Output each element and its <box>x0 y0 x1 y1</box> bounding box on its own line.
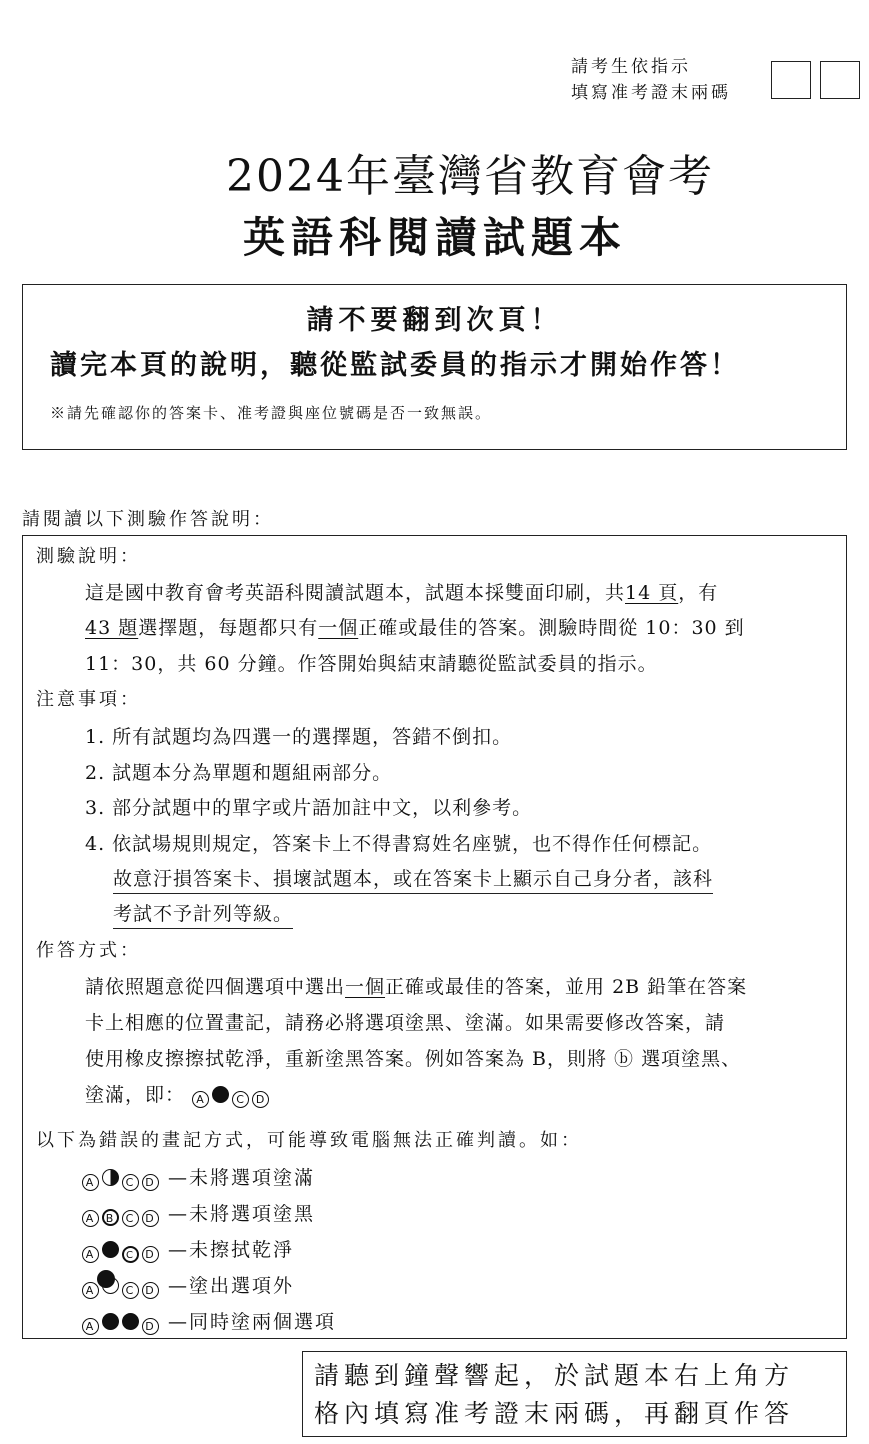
note-underlined-text: 故意汙損答案卡、損壞試題本，或在答案卡上顯示自己身分者，該科 <box>113 864 713 894</box>
test-desc-text: 這是國中教育會考英語科閱讀試題本，試題本採雙面印刷，共 <box>85 582 626 604</box>
test-desc-text: ，有 <box>678 582 719 604</box>
test-desc-text: 選擇題，每題都只有 <box>138 617 319 639</box>
note-item: 2. 試題本分為單題和題組兩部分。 <box>85 762 393 784</box>
bubble-a-icon: A <box>192 1091 209 1108</box>
answer-method-text: 塗滿，即： <box>85 1084 186 1106</box>
exam-number-digit-box-2[interactable] <box>820 61 860 99</box>
note-item: 1. 所有試題均為四選一的選擇題，答錯不倒扣。 <box>85 726 513 748</box>
test-description-heading: 測驗說明： <box>36 546 141 567</box>
answer-method-line-1 <box>85 972 747 999</box>
instructions-intro: 請閱讀以下測驗作答說明： <box>22 509 274 530</box>
answer-method-line-2: 卡上相應的位置畫記，請務必將選項塗黑、塗滿。如果需要修改答案，請 <box>85 1012 726 1034</box>
wrong-example-row <box>82 1199 315 1227</box>
wrong-example-row <box>82 1271 294 1299</box>
bubble-a-icon: A <box>82 1210 99 1227</box>
bubble-a-icon: A <box>82 1246 99 1263</box>
bottom-instruction <box>314 1357 794 1433</box>
test-description-line-1 <box>85 578 718 605</box>
answer-method-line-3: 使用橡皮擦擦拭乾淨，重新塗黑答案。例如答案為 B，則將 ⓑ 選項塗黑、 <box>85 1048 742 1070</box>
question-count: 43 題 <box>85 617 139 639</box>
bubble-c-icon: C <box>122 1282 139 1299</box>
answer-method-text: 正確或最佳的答案，並用 2B 鉛筆在答案 <box>385 976 748 998</box>
bubble-d-icon: D <box>142 1210 159 1227</box>
note-item-4-continued <box>113 899 293 929</box>
note-item: 4. 依試場規則規定，答案卡上不得書寫姓名座號，也不得作任何標記。 <box>85 833 713 855</box>
answer-method-text: 請依照題意從四個選項中選出 <box>85 976 346 998</box>
warning-note: ※請先確認你的答案卡、准考證與座位號碼是否一致無誤。 <box>50 404 493 422</box>
exam-subtitle: 英語科閱讀試題本 <box>242 213 627 262</box>
wrong-marking-heading: 以下為錯誤的畫記方式，可能導致電腦無法正確判讀。如： <box>36 1130 582 1151</box>
note-item: 3. 部分試題中的單字或片語加註中文，以利參考。 <box>85 797 533 819</box>
exam-number-digit-box-1[interactable] <box>771 61 811 99</box>
bubble-filled-icon <box>102 1241 119 1258</box>
bottom-line-1: 請聽到鐘聲響起，於試題本右上角方 <box>314 1361 795 1390</box>
wrong-example-desc: —未擦拭乾淨 <box>168 1239 295 1261</box>
bubble-d-icon: D <box>142 1174 159 1191</box>
answer-method-heading: 作答方式： <box>36 940 141 961</box>
bubble-overflow-icon <box>102 1277 119 1294</box>
notes-heading: 注意事項： <box>36 689 141 710</box>
exam-title: 2024年臺灣省教育會考 <box>226 151 714 202</box>
warning-line-1: 請不要翻到次頁！ <box>306 305 563 336</box>
one-answer-emphasis: 一個 <box>318 617 359 639</box>
bubble-filled-icon <box>212 1086 229 1103</box>
bubble-a-icon: A <box>82 1318 99 1335</box>
note-underlined-text: 考試不予計列等級。 <box>113 899 293 929</box>
wrong-example-row <box>82 1307 336 1335</box>
wrong-example-desc: —未將選項塗滿 <box>168 1167 316 1189</box>
bubble-b-light-icon: B <box>102 1209 119 1226</box>
test-description-line-2 <box>85 613 745 640</box>
bubble-half-filled-icon <box>102 1169 119 1186</box>
bottom-line-2: 格內填寫准考證末兩碼，再翻頁作答 <box>314 1399 795 1428</box>
bubble-c-smudged-icon: C <box>122 1246 139 1263</box>
wrong-example-row <box>82 1235 294 1263</box>
corner-line-2: 填寫准考證末兩碼 <box>571 83 731 103</box>
page-count: 14 頁 <box>625 582 679 604</box>
bubble-c-icon: C <box>232 1091 249 1108</box>
test-description-line-3: 11：30，共 60 分鐘。作答開始與結束請聽從監試委員的指示。 <box>85 653 658 675</box>
bubble-d-icon: D <box>252 1091 269 1108</box>
wrong-example-desc: —同時塗兩個選項 <box>168 1311 337 1333</box>
corner-line-1: 請考生依指示 <box>571 57 691 77</box>
bubble-filled-icon <box>122 1313 139 1330</box>
bubble-c-icon: C <box>122 1210 139 1227</box>
warning-line-2: 讀完本頁的說明，聽從監試委員的指示才開始作答！ <box>50 350 740 381</box>
test-desc-text: 正確或最佳的答案。測驗時間從 10：30 到 <box>358 617 745 639</box>
bubble-c-icon: C <box>122 1174 139 1191</box>
wrong-example-desc: —塗出選項外 <box>168 1275 295 1297</box>
bubble-a-icon: A <box>82 1174 99 1191</box>
bubble-a-icon: A <box>82 1282 99 1299</box>
answer-method-line-4 <box>85 1080 272 1108</box>
bubble-filled-icon <box>102 1313 119 1330</box>
bubble-d-icon: D <box>142 1246 159 1263</box>
bubble-d-icon: D <box>142 1318 159 1335</box>
bubble-d-icon: D <box>142 1282 159 1299</box>
corner-instruction <box>571 54 731 106</box>
wrong-example-desc: —未將選項塗黑 <box>168 1203 316 1225</box>
one-answer-emphasis: 一個 <box>345 976 386 998</box>
wrong-example-row <box>82 1163 315 1191</box>
note-item-4-continued <box>113 864 713 894</box>
